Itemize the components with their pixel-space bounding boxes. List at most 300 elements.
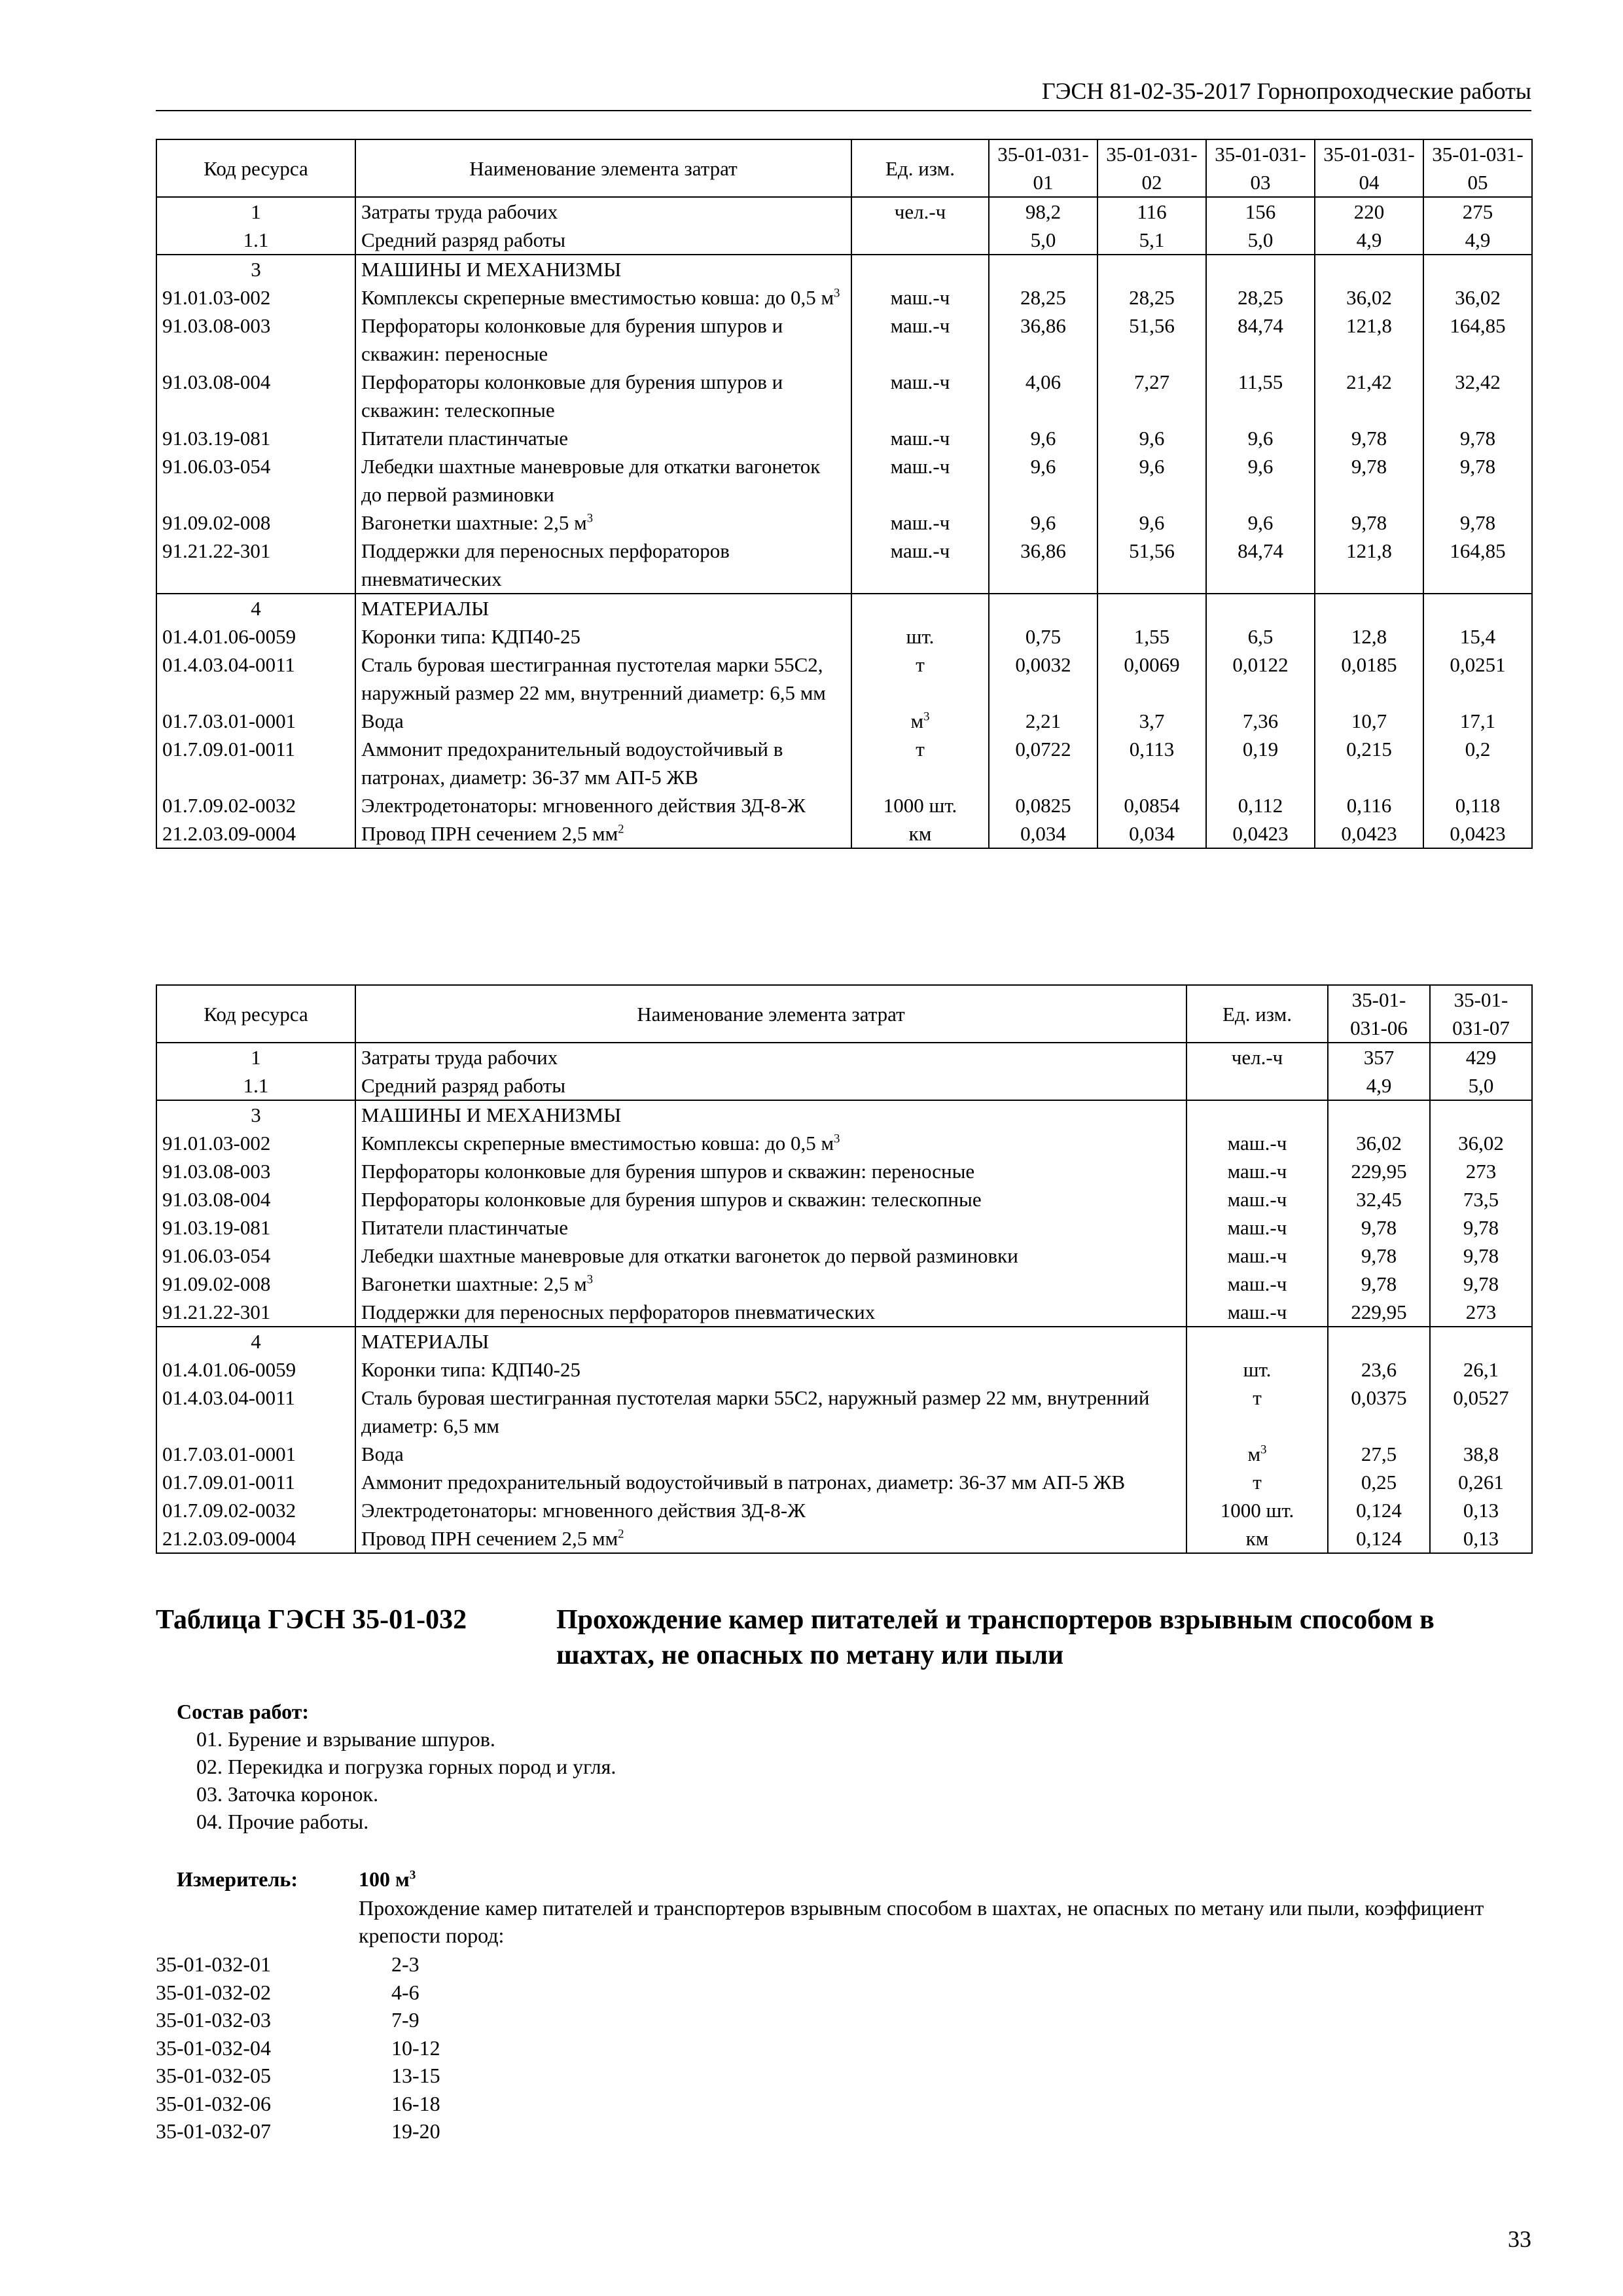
table-row — [156, 312, 1532, 368]
resource-unit — [851, 255, 989, 283]
resource-value: 0,261 — [1430, 1468, 1532, 1496]
resource-value: 5,0 — [1206, 226, 1315, 255]
resource-value: 9,6 — [1097, 509, 1206, 537]
resource-unit: маш.-ч — [851, 368, 989, 424]
resource-value: 0,113 — [1097, 735, 1206, 791]
resource-value: 7,27 — [1097, 368, 1206, 424]
resource-value: 0,0423 — [1315, 819, 1423, 848]
resource-value: 121,8 — [1315, 537, 1423, 594]
resource-value: 220 — [1315, 197, 1423, 226]
resource-name: Комплексы скреперные вместимостью ковша: до 0,5 $м^3$ — [355, 283, 851, 312]
resource-code: 01.7.09.02-0032 — [156, 1496, 355, 1524]
resource-name: Провод ПРН сечением 2,5 $мм^2$ — [355, 1524, 1186, 1553]
resource-value: 156 — [1206, 197, 1315, 226]
resource-name: Перфораторы колонковые для бурения шпуров и скважин: телескопные — [355, 368, 851, 424]
resource-name: МАТЕРИАЛЫ — [355, 1327, 1186, 1355]
resource-unit: шт. — [851, 622, 989, 651]
resource-value: 229,95 — [1328, 1157, 1430, 1185]
resource-value: 0,25 — [1328, 1468, 1430, 1496]
resource-unit: т — [851, 735, 989, 791]
resource-code: 91.03.19-081 — [156, 424, 355, 452]
table-row — [156, 1213, 1532, 1242]
column-header: Ед. изм. — [1186, 985, 1328, 1043]
resource-value: 0,0185 — [1315, 651, 1423, 707]
resource-unit: маш.-ч — [851, 424, 989, 452]
resource-unit: 1000 шт. — [851, 791, 989, 819]
works-list — [177, 1698, 616, 1835]
table-label: Таблица ГЭСН 35-01-032 — [156, 1605, 467, 1635]
resource-unit — [1186, 1071, 1328, 1100]
resource-value: 2,21 — [989, 707, 1097, 735]
resource-code: 1.1 — [156, 1071, 355, 1100]
resource-name: Перфораторы колонковые для бурения шпуров и скважин: переносные — [355, 1157, 1186, 1185]
resource-value — [1328, 1327, 1430, 1355]
resource-value: 9,6 — [1097, 424, 1206, 452]
resource-name: Сталь буровая шестигранная пустотелая марки 55С2, наружный размер 22 мм, внутренний диаметр: 6,5 мм — [355, 1384, 1186, 1440]
resource-name: Электродетонаторы: мгновенного действия ЗД-8-Ж — [355, 1496, 1186, 1524]
resource-value: 73,5 — [1430, 1185, 1532, 1213]
resource-name: Вода — [355, 707, 851, 735]
resource-name: Перфораторы колонковые для бурения шпуров и скважин: переносные — [355, 312, 851, 368]
resource-value: 0,2 — [1423, 735, 1532, 791]
resource-value: 27,5 — [1328, 1440, 1430, 1468]
resource-unit: т — [851, 651, 989, 707]
column-header: Наименование элемента затрат — [355, 985, 1186, 1043]
resource-code: 3 — [156, 1100, 355, 1129]
column-header: 35-01-031-02 — [1097, 139, 1206, 197]
column-header: 35-01-031-06 — [1328, 985, 1430, 1043]
resource-name: Перфораторы колонковые для бурения шпуров и скважин: телескопные — [355, 1185, 1186, 1213]
resource-code: 01.7.03.01-0001 — [156, 1440, 355, 1468]
table-row — [156, 1298, 1532, 1327]
resource-name: Вагонетки шахтные: 2,5 $м^3$ — [355, 509, 851, 537]
code-range: 16-18 — [391, 2091, 440, 2115]
resource-value: 11,55 — [1206, 368, 1315, 424]
resource-name: Лебедки шахтные маневровые для откатки вагонеток до первой разминовки — [355, 452, 851, 509]
resource-unit: км — [1186, 1524, 1328, 1553]
resource-value: 9,78 — [1423, 452, 1532, 509]
works-heading: Состав работ: — [177, 1700, 310, 1723]
table-row — [156, 1185, 1532, 1213]
resource-name: Затраты труда рабочих — [355, 197, 851, 226]
resource-unit: маш.-ч — [851, 452, 989, 509]
page-number: 33 — [1508, 2226, 1531, 2252]
resource-value: 4,9 — [1315, 226, 1423, 255]
resource-value: 28,25 — [989, 283, 1097, 312]
resource-value: 84,74 — [1206, 537, 1315, 594]
resource-value: 0,0722 — [989, 735, 1097, 791]
resource-code: 01.7.03.01-0001 — [156, 707, 355, 735]
resource-value: 164,85 — [1423, 312, 1532, 368]
resource-code: 91.09.02-008 — [156, 509, 355, 537]
column-header: Наименование элемента затрат — [355, 139, 851, 197]
resource-code: 91.06.03-054 — [156, 1242, 355, 1270]
resource-name: Питатели пластинчатые — [355, 424, 851, 452]
table-row — [156, 791, 1532, 819]
code-id: 35-01-032-01 — [156, 1952, 271, 1976]
resource-unit: 1000 шт. — [1186, 1496, 1328, 1524]
table-row — [156, 819, 1532, 848]
resource-name: Лебедки шахтные маневровые для откатки вагонеток до первой разминовки — [355, 1242, 1186, 1270]
resource-value: 4,9 — [1423, 226, 1532, 255]
resource-value: 84,74 — [1206, 312, 1315, 368]
resource-value: 0,124 — [1328, 1496, 1430, 1524]
resource-value: 0,13 — [1430, 1524, 1532, 1553]
resource-value: 9,6 — [1206, 424, 1315, 452]
resource-value: 9,78 — [1423, 424, 1532, 452]
resource-code: 01.7.09.02-0032 — [156, 791, 355, 819]
resource-unit: маш.-ч — [851, 537, 989, 594]
resource-value: 9,78 — [1430, 1270, 1532, 1298]
resource-unit: $м^3$ — [1186, 1440, 1328, 1468]
code-range: 13-15 — [391, 2064, 440, 2087]
resource-value: 0,0423 — [1423, 819, 1532, 848]
resource-code: 1 — [156, 1043, 355, 1071]
table-row — [156, 622, 1532, 651]
table-row — [156, 283, 1532, 312]
resource-value: 164,85 — [1423, 537, 1532, 594]
code-range: 2-3 — [391, 1952, 419, 1976]
table-row — [156, 368, 1532, 424]
resource-unit — [1186, 1100, 1328, 1129]
resource-code: 91.21.22-301 — [156, 537, 355, 594]
resource-value: 5,0 — [989, 226, 1097, 255]
resource-value: 6,5 — [1206, 622, 1315, 651]
resource-code: 4 — [156, 1327, 355, 1355]
resource-unit: маш.-ч — [851, 283, 989, 312]
meter-description: Прохождение камер питателей и транспортеров взрывным способом в шахтах, не опасных по метану или пыли, коэффициент крепости пород: — [359, 1896, 1484, 1947]
code-range: 10-12 — [391, 2036, 440, 2060]
resource-value: 0,116 — [1315, 791, 1423, 819]
resource-value: 1,55 — [1097, 622, 1206, 651]
table-row — [156, 226, 1532, 255]
column-header: 35-01-031-04 — [1315, 139, 1423, 197]
resource-value: 5,0 — [1430, 1071, 1532, 1100]
table-row — [156, 651, 1532, 707]
resource-code: 91.03.19-081 — [156, 1213, 355, 1242]
meter-unit: 100 $м^3$ — [359, 1867, 416, 1891]
resource-code: 01.7.09.01-0011 — [156, 735, 355, 791]
resource-value: 15,4 — [1423, 622, 1532, 651]
column-header: 35-01-031-01 — [989, 139, 1097, 197]
resource-value: 51,56 — [1097, 537, 1206, 594]
resource-code: 1 — [156, 197, 355, 226]
resource-name: Затраты труда рабочих — [355, 1043, 1186, 1071]
resource-unit: маш.-ч — [1186, 1129, 1328, 1157]
table-title: Прохождение камер питателей и транспортеров взрывным способом в шахтах, не опасных по метану или пыли — [556, 1605, 1435, 1670]
resource-value: 0,0122 — [1206, 651, 1315, 707]
resource-value: 0,19 — [1206, 735, 1315, 791]
table-row — [156, 1384, 1532, 1440]
resource-name: Поддержки для переносных перфораторов пневматических — [355, 1298, 1186, 1327]
resource-value: 275 — [1423, 197, 1532, 226]
resource-value — [1097, 594, 1206, 622]
resource-code: 1.1 — [156, 226, 355, 255]
resource-code: 3 — [156, 255, 355, 283]
table-row — [156, 1100, 1532, 1129]
table-row — [156, 509, 1532, 537]
column-header: Код ресурса — [156, 139, 355, 197]
resource-unit — [851, 226, 989, 255]
resource-unit: км — [851, 819, 989, 848]
table-row — [156, 707, 1532, 735]
resource-name: МАШИНЫ И МЕХАНИЗМЫ — [355, 255, 851, 283]
code-id: 35-01-032-04 — [156, 2036, 271, 2060]
resource-value: 0,112 — [1206, 791, 1315, 819]
resource-unit: маш.-ч — [1186, 1213, 1328, 1242]
table-row — [156, 1355, 1532, 1384]
resource-name: Провод ПРН сечением 2,5 $мм^2$ — [355, 819, 851, 848]
resource-code: 91.03.08-003 — [156, 1157, 355, 1185]
resource-value: 0,75 — [989, 622, 1097, 651]
resource-code: 01.4.03.04-0011 — [156, 1384, 355, 1440]
header-title: ГЭСН 81-02-35-2017 Горнопроходческие работы — [1041, 78, 1531, 104]
resource-name: Коронки типа: КДП40-25 — [355, 622, 851, 651]
resource-value — [1206, 594, 1315, 622]
resource-value: 0,215 — [1315, 735, 1423, 791]
meter-label: Измеритель: — [177, 1867, 298, 1891]
resource-name: Вода — [355, 1440, 1186, 1468]
resource-value: 36,02 — [1423, 283, 1532, 312]
resource-value — [989, 255, 1097, 283]
resource-value: 9,6 — [1097, 452, 1206, 509]
resource-name: Поддержки для переносных перфораторов пневматических — [355, 537, 851, 594]
resource-name: Сталь буровая шестигранная пустотелая марки 55С2, наружный размер 22 мм, внутренний диаметр: 6,5 мм — [355, 651, 851, 707]
resource-code: 21.2.03.09-0004 — [156, 819, 355, 848]
resource-value: 9,6 — [989, 452, 1097, 509]
resource-value — [1423, 255, 1532, 283]
resource-code: 01.7.09.01-0011 — [156, 1468, 355, 1496]
table-row — [156, 424, 1532, 452]
works-item: 01. Бурение и взрывание шпуров. — [196, 1727, 495, 1751]
resource-value: 0,118 — [1423, 791, 1532, 819]
works-item: 04. Прочие работы. — [196, 1810, 369, 1833]
resource-code: 91.09.02-008 — [156, 1270, 355, 1298]
code-range: 19-20 — [391, 2119, 440, 2143]
resource-value: 36,86 — [989, 312, 1097, 368]
resource-name: Электродетонаторы: мгновенного действия ЗД-8-Ж — [355, 791, 851, 819]
resource-value: 7,36 — [1206, 707, 1315, 735]
resource-value: 32,42 — [1423, 368, 1532, 424]
works-item: 03. Заточка коронок. — [196, 1782, 379, 1806]
resource-name: Коронки типа: КДП40-25 — [355, 1355, 1186, 1384]
resource-value: 9,6 — [989, 424, 1097, 452]
resource-code: 01.4.03.04-0011 — [156, 651, 355, 707]
code-id: 35-01-032-06 — [156, 2091, 271, 2115]
resource-value: 38,8 — [1430, 1440, 1532, 1468]
table-row — [156, 1270, 1532, 1298]
resource-code: 91.01.03-002 — [156, 1129, 355, 1157]
table-row — [156, 1071, 1532, 1100]
resource-value — [1423, 594, 1532, 622]
resource-code: 91.03.08-004 — [156, 1185, 355, 1213]
table-row — [156, 1468, 1532, 1496]
resource-code: 91.06.03-054 — [156, 452, 355, 509]
resource-value: 36,02 — [1430, 1129, 1532, 1157]
resource-name: Комплексы скреперные вместимостью ковша: до 0,5 $м^3$ — [355, 1129, 1186, 1157]
resource-unit: $м^3$ — [851, 707, 989, 735]
resource-unit: маш.-ч — [1186, 1185, 1328, 1213]
resource-value: 10,7 — [1315, 707, 1423, 735]
resource-code: 91.01.03-002 — [156, 283, 355, 312]
resource-unit: т — [1186, 1384, 1328, 1440]
resource-name: Аммонит предохранительный водоустойчивый в патронах, диаметр: 36-37 мм АП-5 ЖВ — [355, 1468, 1186, 1496]
resource-unit: маш.-ч — [1186, 1270, 1328, 1298]
code-id: 35-01-032-07 — [156, 2119, 271, 2143]
resource-value: 5,1 — [1097, 226, 1206, 255]
table-header-row — [156, 139, 1532, 197]
resource-value: 121,8 — [1315, 312, 1423, 368]
resource-unit: шт. — [1186, 1355, 1328, 1384]
table-row — [156, 1524, 1532, 1553]
resource-value: 9,78 — [1315, 509, 1423, 537]
table-row — [156, 735, 1532, 791]
resource-value: 429 — [1430, 1043, 1532, 1071]
resource-value: 28,25 — [1097, 283, 1206, 312]
resource-value: 0,034 — [989, 819, 1097, 848]
resource-value: 0,0069 — [1097, 651, 1206, 707]
column-header: 35-01-031-03 — [1206, 139, 1315, 197]
resource-name: Вагонетки шахтные: 2,5 $м^3$ — [355, 1270, 1186, 1298]
code-id: 35-01-032-03 — [156, 2008, 271, 2032]
resource-value: 9,78 — [1315, 452, 1423, 509]
table-row — [156, 594, 1532, 622]
resource-value: 0,0251 — [1423, 651, 1532, 707]
resource-value: 9,78 — [1430, 1213, 1532, 1242]
resource-value: 0,0032 — [989, 651, 1097, 707]
resource-value: 9,6 — [1206, 452, 1315, 509]
resource-value: 51,56 — [1097, 312, 1206, 368]
resource-value: 98,2 — [989, 197, 1097, 226]
resource-value: 9,78 — [1328, 1270, 1430, 1298]
resource-unit: маш.-ч — [1186, 1298, 1328, 1327]
resource-code: 4 — [156, 594, 355, 622]
resource-value: 36,86 — [989, 537, 1097, 594]
table-header-row — [156, 985, 1532, 1043]
table-row — [156, 1157, 1532, 1185]
resource-unit: маш.-ч — [851, 509, 989, 537]
resource-value — [1097, 255, 1206, 283]
resource-value: 4,9 — [1328, 1071, 1430, 1100]
column-header: 35-01-031-07 — [1430, 985, 1532, 1043]
works-item: 02. Перекидка и погрузка горных пород и угля. — [196, 1755, 616, 1778]
resource-value: 4,06 — [989, 368, 1097, 424]
resource-value: 9,6 — [989, 509, 1097, 537]
table-row — [156, 1327, 1532, 1355]
resource-value — [989, 594, 1097, 622]
resource-value: 9,6 — [1206, 509, 1315, 537]
resource-name: МАТЕРИАЛЫ — [355, 594, 851, 622]
resource-unit: чел.-ч — [851, 197, 989, 226]
resource-value: 26,1 — [1430, 1355, 1532, 1384]
resource-code: 91.03.08-004 — [156, 368, 355, 424]
resource-value — [1430, 1327, 1532, 1355]
resource-value — [1315, 594, 1423, 622]
resource-value: 21,42 — [1315, 368, 1423, 424]
column-header: Код ресурса — [156, 985, 355, 1043]
page-header — [156, 71, 1531, 111]
resource-code: 01.4.01.06-0059 — [156, 622, 355, 651]
resource-value: 0,0423 — [1206, 819, 1315, 848]
resource-name: Аммонит предохранительный водоустойчивый в патронах, диаметр: 36-37 мм АП-5 ЖВ — [355, 735, 851, 791]
resource-value: 23,6 — [1328, 1355, 1430, 1384]
resource-value: 9,78 — [1328, 1213, 1430, 1242]
resource-value: 3,7 — [1097, 707, 1206, 735]
resource-unit: т — [1186, 1468, 1328, 1496]
table-row — [156, 197, 1532, 226]
code-range: 4-6 — [391, 1980, 419, 2004]
resource-value: 273 — [1430, 1157, 1532, 1185]
resource-value: 357 — [1328, 1043, 1430, 1071]
code-id: 35-01-032-02 — [156, 1980, 271, 2004]
resource-value: 36,02 — [1315, 283, 1423, 312]
resource-value — [1430, 1100, 1532, 1129]
resource-unit — [1186, 1327, 1328, 1355]
table-row — [156, 537, 1532, 594]
resource-value: 0,034 — [1097, 819, 1206, 848]
table-row — [156, 1242, 1532, 1270]
column-header: 35-01-031-05 — [1423, 139, 1532, 197]
resource-name: Питатели пластинчатые — [355, 1213, 1186, 1242]
resource-code: 91.03.08-003 — [156, 312, 355, 368]
table-row — [156, 1129, 1532, 1157]
resource-name: Средний разряд работы — [355, 226, 851, 255]
table-row — [156, 452, 1532, 509]
table-row — [156, 1043, 1532, 1071]
resource-value: 0,0375 — [1328, 1384, 1430, 1440]
code-range: 7-9 — [391, 2008, 419, 2032]
resource-value: 12,8 — [1315, 622, 1423, 651]
resource-table-1 — [156, 139, 1533, 849]
resource-value: 116 — [1097, 197, 1206, 226]
resource-table-2 — [156, 984, 1533, 1554]
resource-unit — [851, 594, 989, 622]
resource-value: 0,0527 — [1430, 1384, 1532, 1440]
resource-value — [1206, 255, 1315, 283]
resource-unit: маш.-ч — [1186, 1157, 1328, 1185]
resource-value: 9,78 — [1315, 424, 1423, 452]
table-row — [156, 1496, 1532, 1524]
resource-value: 0,13 — [1430, 1496, 1532, 1524]
table-row — [156, 1440, 1532, 1468]
resource-code: 01.4.01.06-0059 — [156, 1355, 355, 1384]
resource-value: 17,1 — [1423, 707, 1532, 735]
resource-value: 32,45 — [1328, 1185, 1430, 1213]
resource-value: 0,124 — [1328, 1524, 1430, 1553]
code-id: 35-01-032-05 — [156, 2064, 271, 2087]
resource-unit: чел.-ч — [1186, 1043, 1328, 1071]
resource-value: 36,02 — [1328, 1129, 1430, 1157]
resource-unit: маш.-ч — [851, 312, 989, 368]
resource-value — [1315, 255, 1423, 283]
table-row — [156, 255, 1532, 283]
resource-name: МАШИНЫ И МЕХАНИЗМЫ — [355, 1100, 1186, 1129]
resource-value: 273 — [1430, 1298, 1532, 1327]
resource-value: 9,78 — [1328, 1242, 1430, 1270]
resource-value: 0,0854 — [1097, 791, 1206, 819]
resource-value: 28,25 — [1206, 283, 1315, 312]
resource-value: 0,0825 — [989, 791, 1097, 819]
resource-value: 9,78 — [1430, 1242, 1532, 1270]
resource-value — [1328, 1100, 1430, 1129]
resource-code: 21.2.03.09-0004 — [156, 1524, 355, 1553]
resource-unit: маш.-ч — [1186, 1242, 1328, 1270]
resource-code: 91.21.22-301 — [156, 1298, 355, 1327]
column-header: Ед. изм. — [851, 139, 989, 197]
resource-value: 229,95 — [1328, 1298, 1430, 1327]
resource-value: 9,78 — [1423, 509, 1532, 537]
resource-name: Средний разряд работы — [355, 1071, 1186, 1100]
